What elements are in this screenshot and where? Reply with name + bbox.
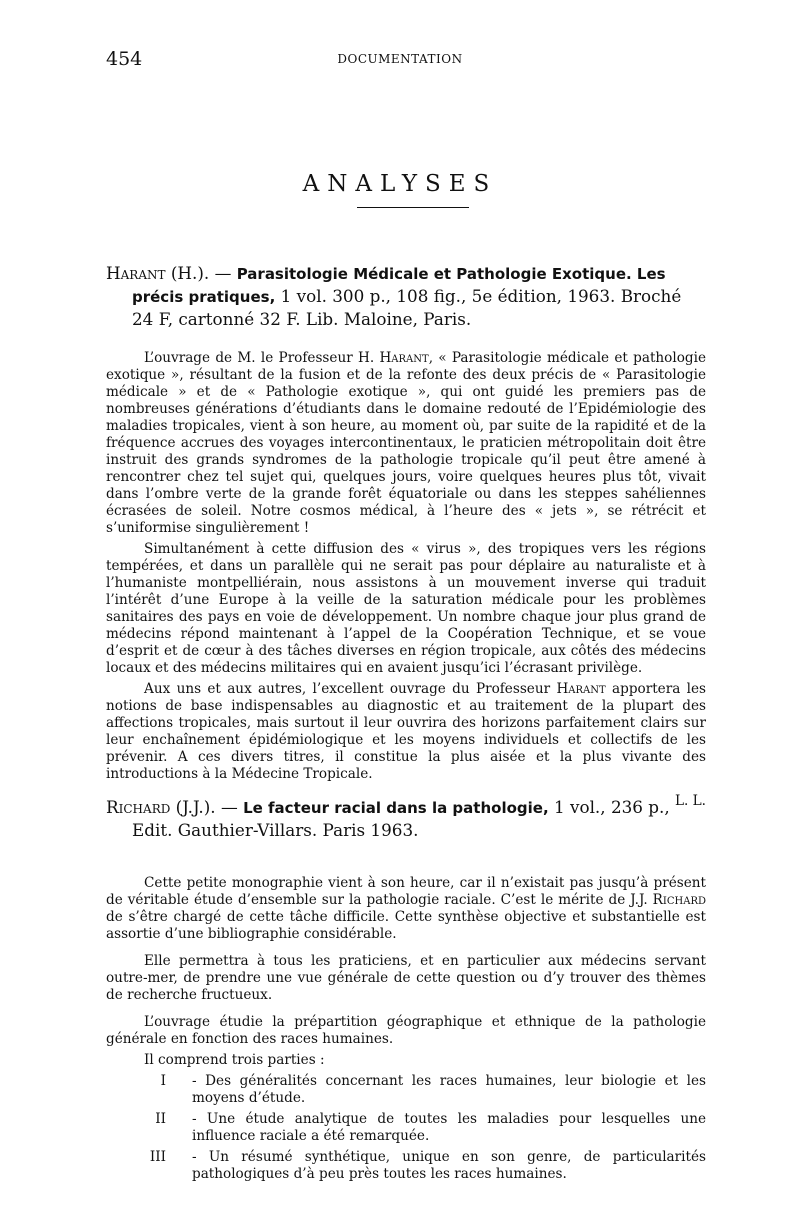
paragraph-text: apportera les notions de base indispensables au diagnostic et au traitement de la plupart des affections tropicales, mais surtout il leur ouvrira des horizons parfaitement clairs sur leur enchaînement épidémiologique et les moyens individuels et collectifs de les prévenir. A ces divers titres, il constitue la plus aisée et la plus vivante des introductions à la Médecine Tropicale. xyxy=(106,681,707,782)
paragraph-text: L’ouvrage étudie la prépartition géographique et ethnique de la pathologie générale en fonction des races humaines. xyxy=(106,1014,706,1047)
parts-list xyxy=(106,1073,706,1183)
list-item xyxy=(106,1111,706,1145)
paragraph-text: , « Parasitologie médicale et pathologie exotique », résultant de la fusion et de la refonte des deux précis de « Parasitologie médicale » et de « Pathologie exotique », qui ont guidé les premiers pas de nombreuses générations d’étudiants dans le domaine redouté de l’Epidémiologie des maladies tropicales, vient à son heure, au moment où, par suite de la rapidité et de la fréquence accrues des voyages intercontinentaux, le praticien métropolitain doit être instruit des grands syndromes de la pathologie tropicale qu’il peut être amené à rencontrer chez tel sujet qui, quelques jours, voire quelques heures plus tôt, vivait dans l’ombre verte de la grande forêt équatoriale ou dans les steppes sahéliennes écrasées de soleil. Notre cosmos médical, à l’heure des « jets », se rétrécit et s’uniformise singulièrement ! xyxy=(106,350,706,536)
review-author: Harant (H.). xyxy=(106,263,210,283)
review-paragraph xyxy=(106,1014,706,1048)
list-item xyxy=(106,1073,706,1107)
paragraph-text: Aux uns et aux autres, l’excellent ouvrage du Professeur xyxy=(144,681,557,697)
ref-dash: — xyxy=(215,797,244,817)
part-text: - Des généralités concernant les races humaines, leur biologie et les moyens d’étude. xyxy=(192,1073,706,1106)
book-title: Parasitologie Médicale et Pathologie Exotique. Les précis pratiques, xyxy=(132,265,666,306)
paragraph-text: Cette petite monographie vient à son heure, car il n’existait pas jusqu’à présent de véritable étude d’ensemble sur la pathologie raciale. C’est le mérite de J.J. xyxy=(106,875,706,908)
part-numeral: II xyxy=(155,1111,166,1127)
book-details: 1 vol. 300 p., 108 fig., 5e édition, 1963. Broché 24 F, cartonné 32 F. Lib. Maloine, Paris. xyxy=(132,286,682,329)
review-paragraph xyxy=(106,953,706,1004)
paragraph-text: Elle permettra à tous les praticiens, et en particulier aux médecins servant outre-mer, de prendre une vue générale de cette question ou d’y trouver des thèmes de recherche fructueux. xyxy=(106,953,706,1003)
review-paragraph xyxy=(106,875,706,943)
author-name: Harant xyxy=(379,350,429,366)
ref-dash: — xyxy=(209,263,237,283)
bibliographic-reference xyxy=(106,262,706,330)
review-richard xyxy=(106,796,706,1187)
part-numeral: I xyxy=(160,1073,166,1089)
review-body xyxy=(106,350,706,809)
review-author: Richard (J.J.). xyxy=(106,797,216,817)
title-rule xyxy=(357,207,469,208)
review-body xyxy=(106,875,706,1183)
review-harant xyxy=(106,262,706,809)
paragraph-text: de s’être chargé de cette tâche difficile. Cette synthèse objective et substantielle est assortie d’une bibliographie considérable. xyxy=(106,909,706,942)
parts-intro: Il comprend trois parties : xyxy=(144,1052,325,1068)
book-details: 1 vol., 236 p., Edit. Gauthier-Villars. Paris 1963. xyxy=(132,797,670,840)
running-title: DOCUMENTATION xyxy=(337,52,463,66)
author-name: Harant xyxy=(556,681,606,697)
page-number: 454 xyxy=(106,48,143,70)
reviewer-signature: L. L. xyxy=(674,793,706,809)
review-paragraph xyxy=(106,541,706,677)
section-title: ANALYSES xyxy=(302,171,498,198)
part-numeral: III xyxy=(149,1149,166,1165)
paragraph-text: L’ouvrage de M. le Professeur H. xyxy=(144,350,380,366)
book-title: Le facteur racial dans la pathologie, xyxy=(243,799,549,817)
part-text: - Un résumé synthétique, unique en son genre, de particularités pathologiques d’à peu près toutes les races humaines. xyxy=(192,1149,706,1182)
running-head xyxy=(106,48,694,70)
review-paragraph xyxy=(106,681,706,783)
list-item xyxy=(106,1149,706,1183)
review-paragraph xyxy=(106,350,706,537)
bibliographic-reference xyxy=(106,796,706,841)
part-text: - Une étude analytique de toutes les maladies pour lesquelles une influence raciale a été remarquée. xyxy=(192,1111,706,1144)
author-name: Richard xyxy=(652,892,706,908)
paragraph-text: Simultanément à cette diffusion des « virus », des tropiques vers les régions tempérées, et dans un parallèle qui ne serait pas pour déplaire au naturaliste et à l’humaniste montpelliérain, nous assistons à un mouvement inverse qui traduit l’intérêt d’une Europe à la veille de la saturation médicale pour les problèmes sanitaires des pays en voie de développement. Un nombre chaque jour plus grand de médecins répond maintenant à l’appel de la Coopération Technique, et se voue d’esprit et de cœur à des tâches diverses en région tropicale, aux côtés des médecins locaux et des médecins militaires qui en avaient jusqu’ici l’écrasant privilège. xyxy=(106,541,706,676)
